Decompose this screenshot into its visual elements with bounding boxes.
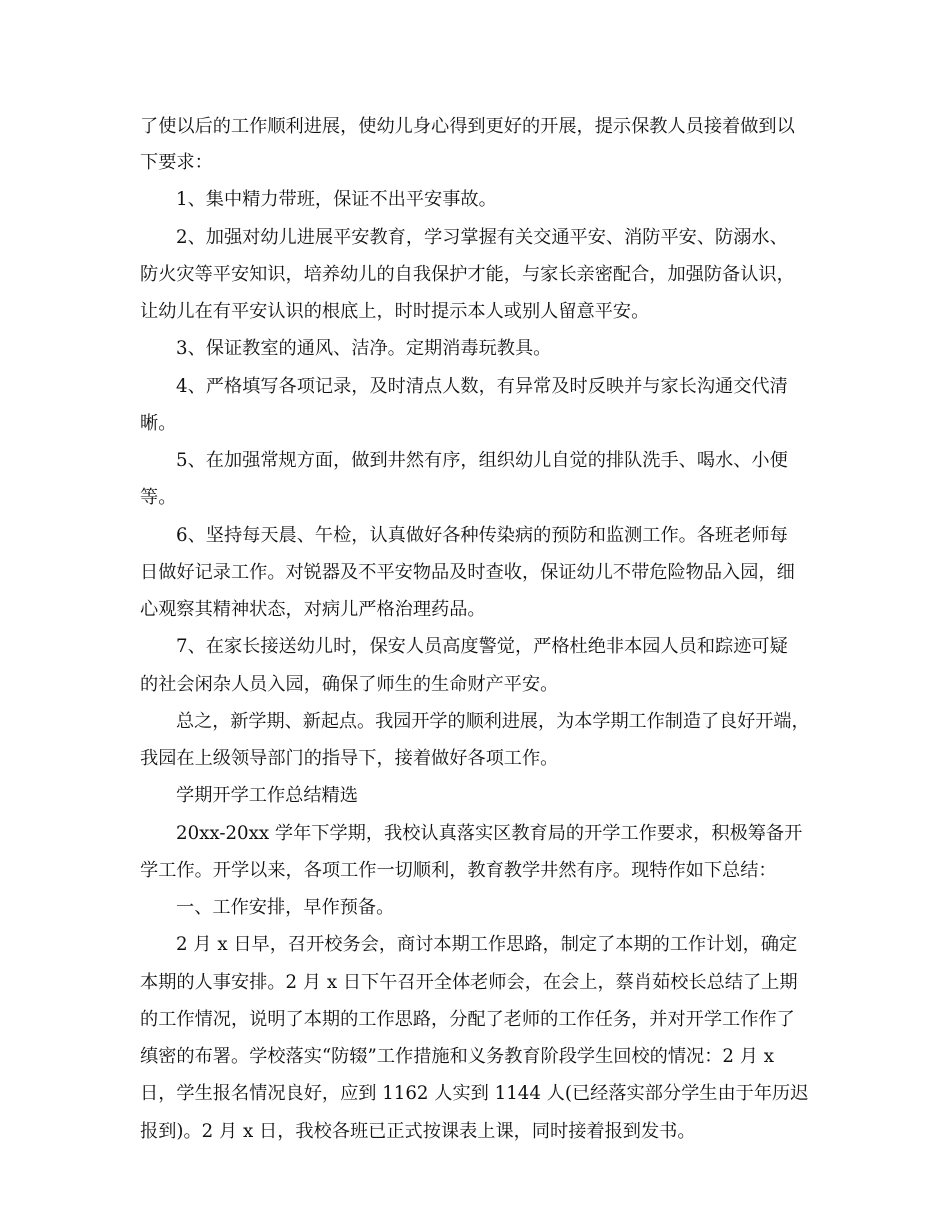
paragraph-line: 晰。: [140, 413, 177, 434]
paragraph-line: 本期的人事安排。2 月 x 日下午召开全体老师会，在会上，蔡肖茹校长总结了上期: [140, 972, 798, 993]
section-title: 学期开学工作总结精选: [176, 785, 358, 806]
paragraph-line: 报到)。2 月 x 日，我校各班已正式按课表上课，同时接着报到发书。: [140, 1121, 696, 1142]
list-item-5: 5、在加强常规方面，做到井然有序，组织幼儿自觉的排队洗手、喝水、小便: [176, 450, 788, 471]
list-item-2: 2、加强对幼儿进展平安教育，学习掌握有关交通平安、消防平安、防溺水、: [176, 227, 788, 248]
paragraph-line: 日做好记录工作。对锐器及不平安物品及时查收，保证幼儿不带危险物品入园，细: [140, 562, 795, 583]
paragraph-line: 下要求：: [140, 152, 213, 173]
paragraph-line: 防火灾等平安知识，培养幼儿的自我保护才能，与家长亲密配合，加强防备认识，: [140, 264, 795, 285]
paragraph-line: 了使以后的工作顺利进展，使幼儿身心得到更好的开展，提示保教人员接着做到以: [140, 116, 795, 137]
paragraph-line: 日，学生报名情况良好，应到 1162 人实到 1144 人(已经落实部分学生由于年历迟: [140, 1083, 809, 1104]
paragraph-line: 2 月 x 日早，召开校务会，商讨本期工作思路，制定了本期的工作计划，确定: [176, 934, 798, 955]
subsection-heading: 一、工作安排，早作预备。: [176, 897, 395, 918]
paragraph-line: 让幼儿在有平安认识的根底上，时时提示本人或别人留意平安。: [140, 301, 650, 322]
paragraph-line: 缜密的布署。学校落实“防辍”工作措施和义务教育阶段学生回校的情况：2 月 x: [140, 1046, 774, 1067]
list-item-4: 4、严格填写各项记录，及时清点人数，有异常及时反映并与家长沟通交代清: [176, 376, 788, 397]
list-item-6: 6、坚持每天晨、午检，认真做好各种传染病的预防和监测工作。各班老师每: [176, 525, 788, 546]
list-item-1: 1、集中精力带班，保证不出平安事故。: [176, 189, 497, 210]
paragraph-line: 总之，新学期、新起点。我园开学的顺利进展，为本学期工作制造了良好开端，: [176, 711, 810, 732]
paragraph-line: 心观察其精神状态，对病儿严格治理药品。: [140, 599, 486, 620]
paragraph-line: 学工作。开学以来，各项工作一切顺利，教育教学井然有序。现特作如下总结：: [140, 860, 777, 881]
paragraph-line: 20xx-20xx 学年下学期，我校认真落实区教育局的开学工作要求，积极筹备开: [176, 823, 803, 844]
paragraph-line: 我园在上级领导部门的指导下，接着做好各项工作。: [140, 748, 559, 769]
paragraph-line: 等。: [140, 487, 177, 508]
paragraph-line: 的社会闲杂人员入园，确保了师生的生命财产平安。: [140, 674, 559, 695]
list-item-3: 3、保证教室的通风、洁净。定期消毒玩教具。: [176, 338, 552, 359]
list-item-7: 7、在家长接送幼儿时，保安人员高度警觉，严格杜绝非本园人员和踪迹可疑: [176, 636, 788, 657]
paragraph-line: 的工作情况，说明了本期的工作思路，分配了老师的工作任务，并对开学工作作了: [140, 1009, 795, 1030]
